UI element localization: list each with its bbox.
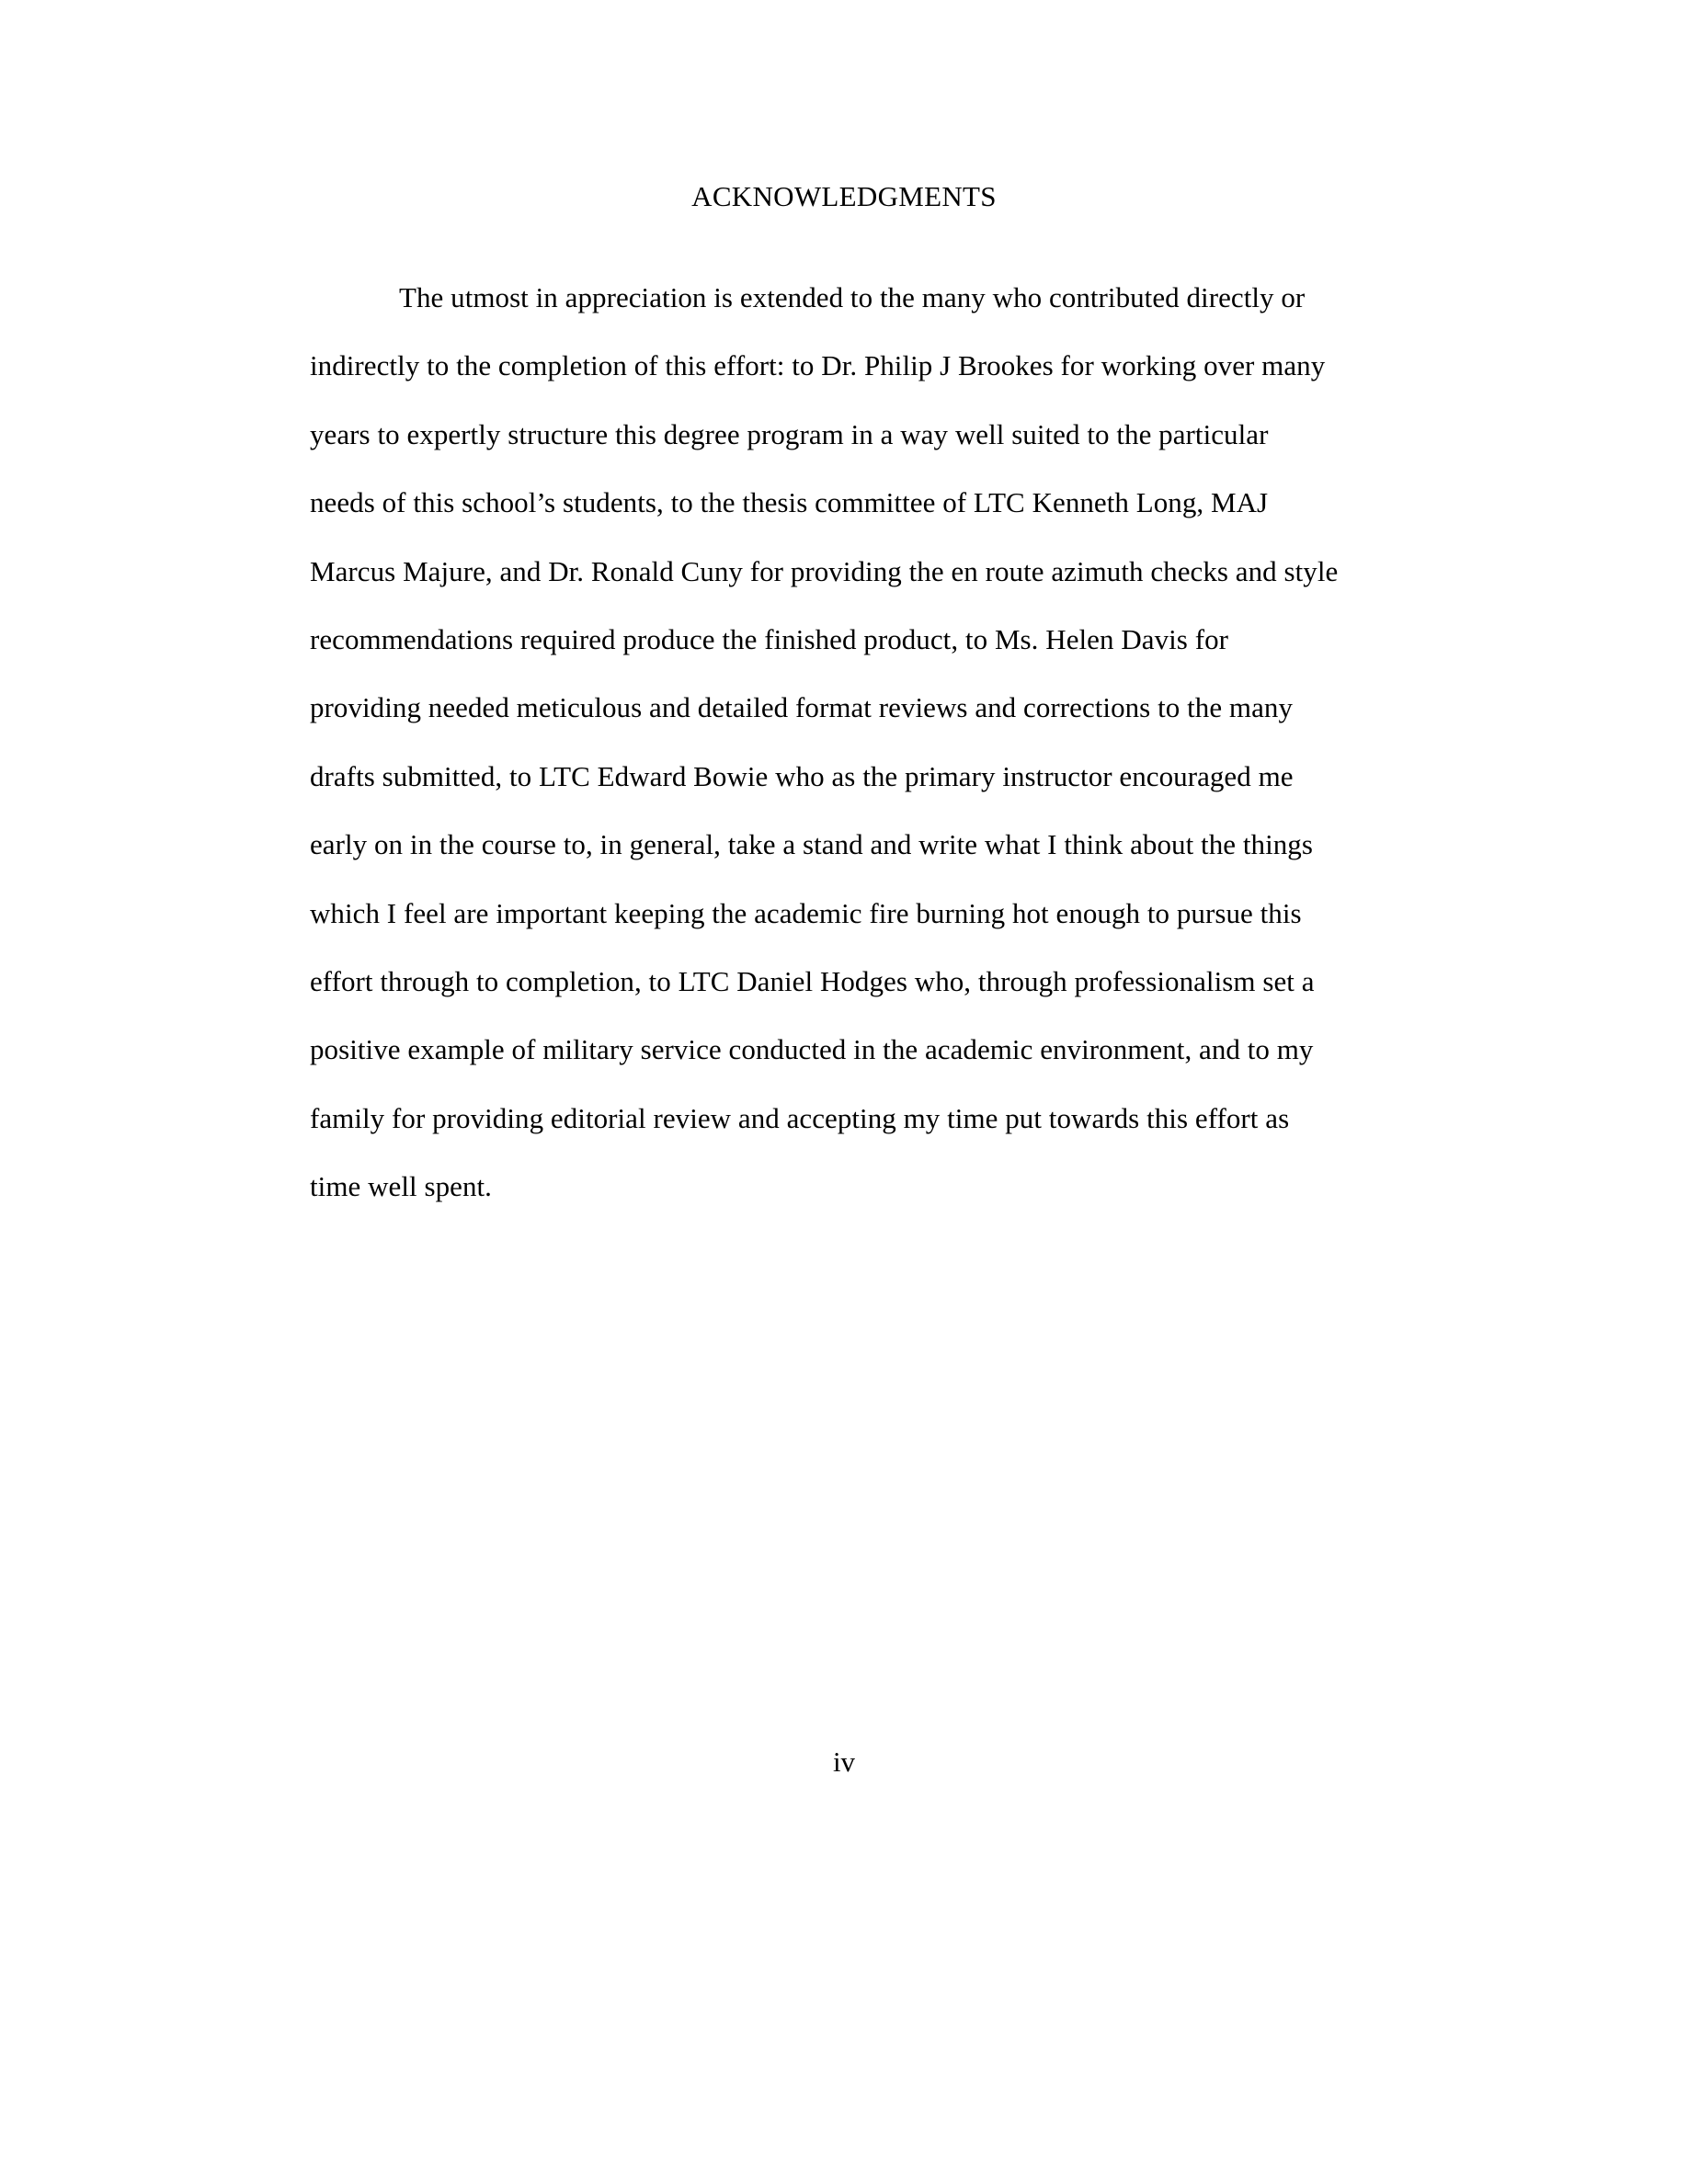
page-title: ACKNOWLEDGMENTS xyxy=(691,180,997,212)
paragraph-line: time well spent. xyxy=(310,1170,492,1203)
paragraph-line: providing needed meticulous and detailed format reviews and corrections to the many xyxy=(310,691,1294,724)
paragraph-line: family for providing editorial review and accepting my time put towards this effort as xyxy=(310,1101,1290,1134)
acknowledgments-paragraph xyxy=(310,270,1386,1227)
page-number: iv xyxy=(832,1746,856,1778)
paragraph-line: recommendations required produce the finished product, to Ms. Helen Davis for xyxy=(310,622,1229,655)
paragraph-line: which I feel are important keeping the academic fire burning hot enough to pursue this xyxy=(310,896,1302,929)
paragraph-line: Marcus Majure, and Dr. Ronald Cuny for providing the en route azimuth checks and style xyxy=(310,554,1339,587)
paragraph-line: needs of this school’s students, to the thesis committee of LTC Kenneth Long, MAJ xyxy=(310,486,1269,519)
paragraph-line: indirectly to the completion of this effort: to Dr. Philip J Brookes for working over many xyxy=(310,349,1326,382)
paragraph-line: The utmost in appreciation is extended to the many who contributed directly or xyxy=(399,281,1306,313)
paragraph-line: years to expertly structure this degree program in a way well suited to the particular xyxy=(310,417,1269,450)
paragraph-line: drafts submitted, to LTC Edward Bowie who as the primary instructor encouraged me xyxy=(310,759,1294,792)
paragraph-line: positive example of military service conducted in the academic environment, and to my xyxy=(310,1033,1314,1066)
paragraph-line: early on in the course to, in general, take a stand and write what I think about the things xyxy=(310,828,1313,861)
paragraph-line: effort through to completion, to LTC Daniel Hodges who, through professionalism set a xyxy=(310,964,1315,997)
